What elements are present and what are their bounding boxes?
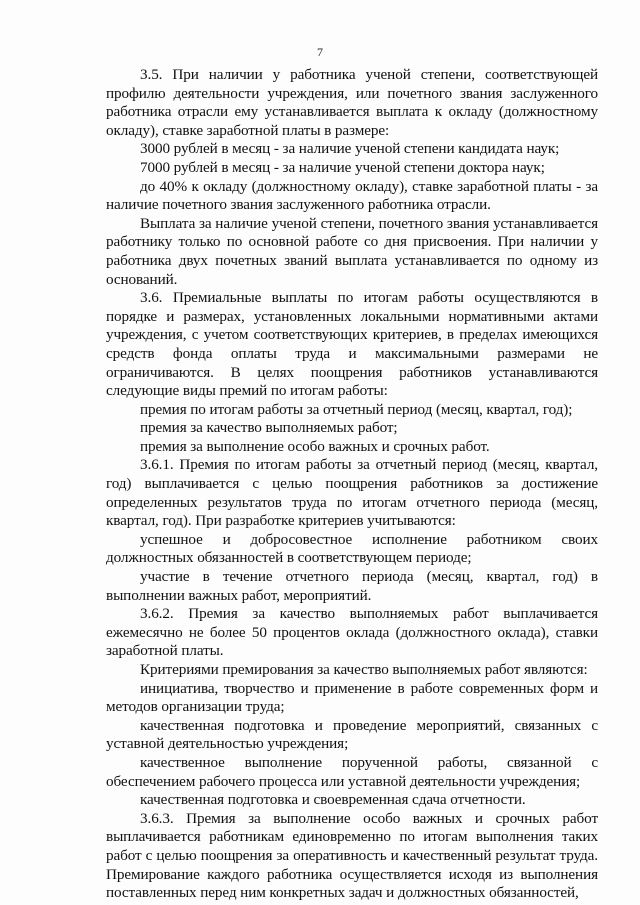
paragraph-3-6: 3.6. Премиальные выплаты по итогам работы осуществляются в порядке и размерах, установленных локальными нормативными актами учреждения, с учетом соответствующих критериев, в пределах имеющихся средств фонда оплаты труда и максимальными размерами не ограничиваются. В целях поощрения работников устанавливаются следующие виды премий по итогам работы: xyxy=(106,289,598,400)
paragraph-3-6-1: 3.6.1. Премия по итогам работы за отчетный период (месяц, квартал, год) выплачивается с целью поощрения работников за достижение определенных результатов труда по итогам отчетного периода (месяц, квартал, год). При разработке критериев учитываются: xyxy=(106,456,598,530)
list-item-bonus-urgent: премия за выполнение особо важных и срочных работ. xyxy=(140,437,490,455)
page-number: 7 xyxy=(317,45,323,59)
list-item-event-preparation: качественная подготовка и проведение мероприятий, связанных с уставной деятельностью учреждения; xyxy=(106,716,598,753)
list-item-reporting: качественная подготовка и своевременная сдача отчетности. xyxy=(140,791,526,809)
list-item-bonus-period: премия по итогам работы за отчетный период (месяц, квартал, год); xyxy=(140,400,573,418)
paragraph-candidate-degree: 3000 рублей в месяц - за наличие ученой степени кандидата наук; xyxy=(140,140,560,158)
list-item-participation: участие в течение отчетного периода (месяц, квартал, год) в выполнении важных работ, мероприятий. xyxy=(106,568,598,604)
paragraph-payment-conditions: Выплата за наличие ученой степени, почетного звания устанавливается работнику только по основной работе со дня присвоения. При наличии у работника двух почетных званий выплата устанавливается по одному из оснований. xyxy=(106,214,598,288)
list-item-bonus-quality: премия за качество выполняемых работ; xyxy=(140,419,398,437)
list-item-assigned-work: качественное выполнение порученной работы, связанной с обеспечением рабочего процесса или уставной деятельности учреждения; xyxy=(106,753,598,790)
list-item-successful-performance: успешное и добросовестное исполнение работником своих должностных обязанностей в соответствующем периоде; xyxy=(106,530,598,567)
list-item-initiative: инициатива, творчество и применение в работе современных форм и методов организации труда; xyxy=(106,679,598,716)
paragraph-3-6-3: 3.6.3. Премия за выполнение особо важных и срочных работ выплачивается работникам единовременно по итогам выполнения таких работ с целью поощрения за оперативность и качественный результат труда. Премирование каждого работника осуществляется исходя из выполнения поставленных перед ним конкретных задач и должностных обязанностей, xyxy=(106,809,598,902)
document-body xyxy=(106,66,598,903)
paragraph-3-6-2: 3.6.2. Премия за качество выполняемых работ выплачивается ежемесячно не более 50 процентов оклада (должностного оклада), ставки заработной платы. xyxy=(106,605,598,660)
paragraph-quality-criteria: Критериями премирования за качество выполняемых работ являются: xyxy=(140,661,588,678)
paragraph-3-5: 3.5. При наличии у работника ученой степени, соответствующей профилю деятельности учреждения, или почетного звания заслуженного работника отрасли ему устанавливается выплата к окладу (должностному окладу), ставке заработной платы в размере: xyxy=(106,66,598,139)
paragraph-honorary-title: до 40% к окладу (должностному окладу), ставке заработной платы - за наличие почетного звания заслуженного работника отрасли. xyxy=(106,177,598,214)
paragraph-doctor-degree: 7000 рублей в месяц - за наличие ученой степени доктора наук; xyxy=(140,158,545,176)
